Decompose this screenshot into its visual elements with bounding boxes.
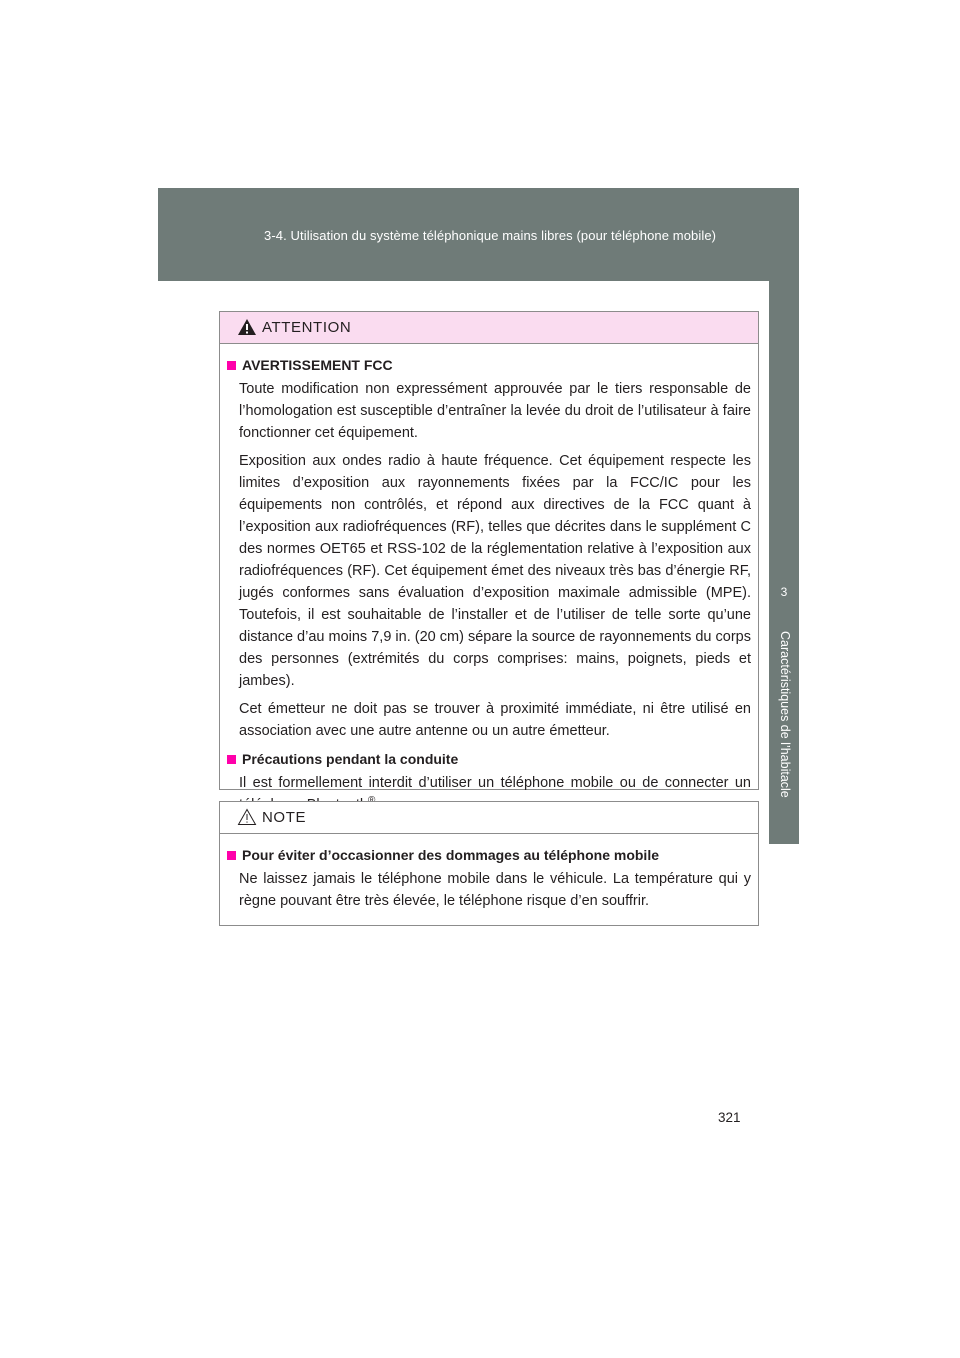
- chapter-label: Caractéristiques de l’habitacle: [778, 631, 792, 798]
- chapter-side-tab: [769, 281, 799, 844]
- page-number: 321: [718, 1110, 741, 1125]
- section-heading: [227, 844, 751, 866]
- section-heading: [227, 354, 751, 376]
- paragraph: Exposition aux ondes radio à haute fréquence. Cet équipement respecte les limites d’exposition aux rayonnements fixées par la FCC/IC pour les équipements non contrôlés, et répond aux directives de la FCC quant à l’exposition aux radiofréquences (RF), telles que décrites dans le supplément C des normes OET65 et RSS-102 de la réglementation relative à l’exposition aux radiofréquences (RF). Cet équipement émet des niveaux très bas d’énergie RF, jugés conformes sans évaluation d’exposition maximale admissible (MPE). Toutefois, il est souhaitable de l’installer et de l’utiliser de telle sorte qu’une distance d’au moins 7,9 in. (20 cm) sépare la source de rayonnements du corps des personnes (extrémités du corps comprises: mains, poignets, pieds et jambes).: [239, 453, 751, 689]
- square-bullet-icon: [227, 851, 236, 860]
- paragraph: Ne laissez jamais le téléphone mobile dans le véhicule. La température qui y règne pouvant être très élevée, le téléphone risque d’en souffrir.: [239, 871, 751, 909]
- section-heading-text: AVERTISSEMENT FCC: [242, 357, 393, 373]
- warning-triangle-icon: [237, 318, 257, 336]
- warning-box: [219, 311, 759, 790]
- square-bullet-icon: [227, 755, 236, 764]
- paragraph: Toute modification non expressément approuvée par le tiers responsable de l’homologation est susceptible d’entraîner la levée du droit de l’utilisateur à faire fonctionner cet équipement.: [239, 381, 751, 441]
- paragraph-text: Il est formellement interdit d’utiliser un téléphone mobile ou de connecter un: [239, 775, 751, 791]
- caution-outline-triangle-icon: [237, 808, 257, 826]
- note-title: NOTE: [262, 809, 307, 826]
- section-heading-text: Pour éviter d’occasionner des dommages au téléphone mobile: [242, 847, 659, 863]
- warning-title: ATTENTION: [262, 319, 352, 336]
- chapter-title: 3-4. Utilisation du système téléphonique mains libres (pour téléphone mobile): [264, 228, 717, 243]
- note-header: [220, 802, 758, 834]
- note-box: [219, 801, 759, 926]
- chapter-number: 3: [780, 585, 788, 599]
- section-heading-text: Précautions pendant la conduite: [242, 751, 459, 767]
- warning-header: [220, 312, 758, 344]
- square-bullet-icon: [227, 361, 236, 370]
- section-heading: [227, 748, 751, 770]
- paragraph: Cet émetteur ne doit pas se trouver à proximité immédiate, ni être utilisé en association avec une autre antenne ou un autre émetteur.: [239, 701, 751, 739]
